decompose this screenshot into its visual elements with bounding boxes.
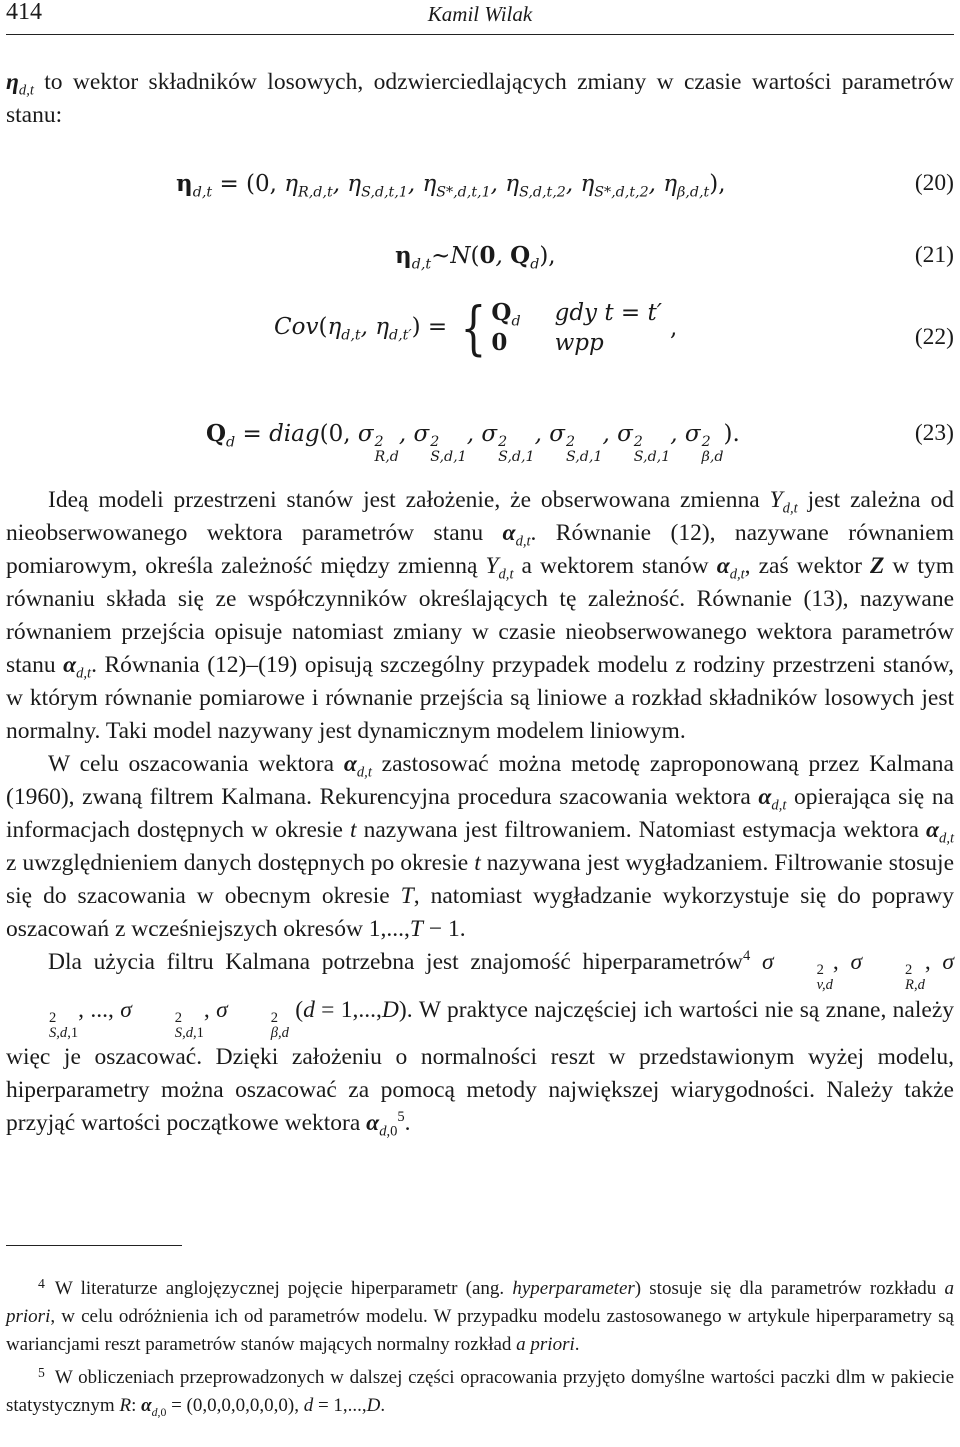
equation-21-number: (21) (914, 242, 954, 268)
paragraph-3: Dla użycia filtru Kalmana potrzebna jest znajomość hiperparametrów$^4$ σ 2 v,d , σ 2 R,d , σ 2 S,d,1 , ..., σ 2 S,d,1 , σ 2 β,d (d = 1,...,D). W praktyce najczęściej ich wartości nie są znane, należy więc je oszacować. Dzięki założeniu o normalności reszt w przedstawionym wyżej modelu, hiperparametry można oszacować za pomocą metody największej wiarygodności. Należy także przyjąć wartości początkowe wektora $\alpha_{d,0}^5$. (6, 948, 955, 1140)
equation-22 (0, 294, 954, 378)
equation-21 (0, 242, 954, 282)
body-text (6, 484, 954, 1140)
equation-20 (0, 170, 954, 210)
equation-22-formula: $Cov(\eta_{d,t}$, $\eta_{d,t'}$) = { $Q_d$ 0gdy t = t′ wpp, (274, 294, 678, 362)
page-header (6, 0, 954, 36)
case-conditions: gdy t = t′ wpp (554, 300, 662, 356)
intro-text: to wektor składników losowych, odzwierciedlających zmiany w czasie wartości parametrów stanu: (6, 69, 954, 128)
eta-symbol: η (6, 69, 19, 95)
case-brace: { (460, 294, 486, 362)
footnote-5: $^5$ W obliczeniach przeprowadzonych w dalszej części opracowania przyjęto domyślne wartości paczki dlm w pakiecie statystycznym R: $\alpha_{d,0} = (0,0,0,0,0,0,0)$, d = 1,...,D. (6, 1365, 954, 1420)
footnote-rule (6, 1245, 182, 1246)
intro-paragraph: $\eta_{d,t}$ to wektor składników losowych, odzwierciedlających zmiany w czasie wartości parametrów stanu: (6, 69, 954, 128)
equation-21-formula: $\eta_{d,t}\sim N(0$, $Q_d$), (395, 242, 556, 273)
footnote-4: $^4$ W literaturze anglojęzycznej pojęcie hiperparametr (ang. hyperparameter) stosuje się dla parametrów rozkładu a priori, w celu odróżnienia ich od parametrów modelu. W przypadku modelu zastosowanego w artykule hiperparametry są wariancjami reszt parametrów stanów mających normalny rozkład a priori. (6, 1276, 954, 1356)
case-values: $Q_d$ 0 (491, 299, 521, 356)
footnotes (6, 1270, 954, 1420)
equation-20-number: (20) (914, 170, 954, 196)
equation-20-formula: $\eta_{d,t} = (0$, $\eta_{R,d,t}$, $\eta_{S,d,t,1}$, $\eta_{S*,d,t,1}$, $\eta_{S,d,t,2}$, $\eta_{S*,d,t,2}$, $\eta_{\beta,d,t}$), (176, 170, 726, 201)
paragraph-1: Ideą modeli przestrzeni stanów jest założenie, że obserwowana zmienna $Y_{d,t}$ jest zależna od nieobserwowanego wektora parametrów stanu $\alpha_{d,t}$. Równanie (12), nazywane równaniem pomiarowym, określa zależność między zmienną $Y_{d,t}$ a wektorem stanów $\alpha_{d,t}$, zaś wektor Z w tym równaniu składa się ze współczynników określających tę zależność. Równanie (13), nazywane równaniem przejścia opisuje natomiast zmiany w czasie nieobserwowanego wektora parametrów stanu $\alpha_{d,t}$. Równania (12)–(19) opisują szczególny przypadek modelu z rodziny przestrzeni stanów, w którym równanie pomiarowe i równanie przejścia są liniowe a rozkład składników losowych jest normalny. Taki model nazywany jest dynamicznym modelem liniowym. (6, 487, 954, 744)
page-number: 414 (6, 0, 42, 25)
running-head: Kamil Wilak (427, 2, 533, 26)
paragraph-2: W celu oszacowania wektora $\alpha_{d,t}$ zastosować można metodę zaproponowaną przez Kalmana (1960), zwaną filtrem Kalmana. Rekurencyjna procedura szacowania wektora $\alpha_{d,t}$ opierająca się na informacjach dostępnych w okresie t nazywana jest filtrowaniem. Natomiast estymacja wektora $\alpha_{d,t}$ z uwzględnieniem danych dostępnych po okresie t nazywana jest wygładzaniem. Filtrowanie stosuje się do szacowania w obecnym okresie T, natomiast wygładzanie wykorzystuje się do poprawy oszacowań z wcześniejszych okresów 1,...,T − 1. (6, 751, 955, 942)
equation-23-number: (23) (914, 420, 954, 446)
equation-23-formula: $Q_d$ = diag(0, σ 2 R,d , σ 2 S,d,1 , σ 2 S,d,1 , σ 2 S,d,1 , σ 2 S,d,1 , σ 2 β,d ). (206, 420, 740, 465)
equation-22-number: (22) (914, 324, 954, 350)
equation-23 (0, 420, 954, 465)
header-rule (6, 34, 954, 35)
